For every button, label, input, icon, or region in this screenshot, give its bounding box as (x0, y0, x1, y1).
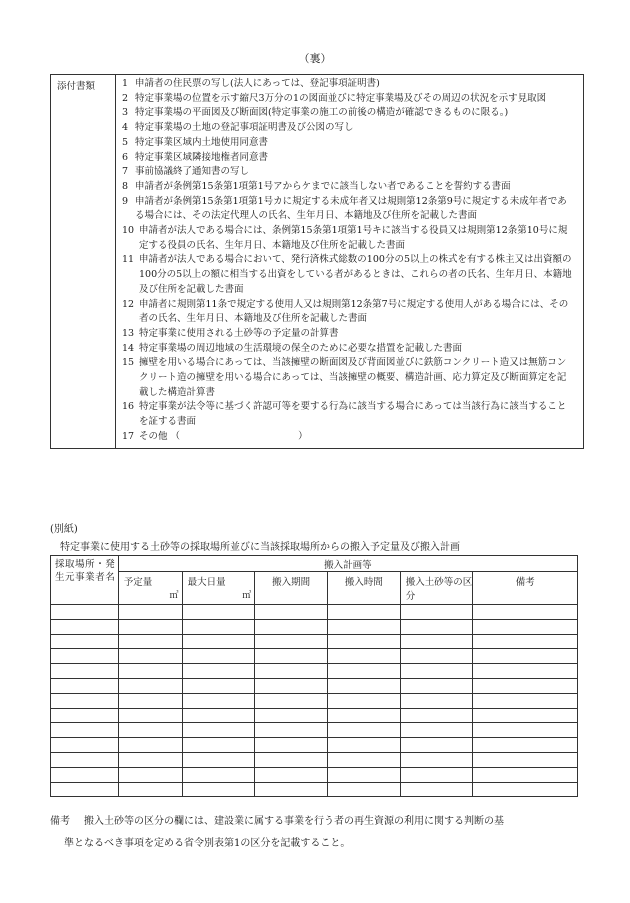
plan-cell[interactable] (400, 619, 473, 634)
attachment-list (116, 75, 584, 449)
plan-cell[interactable] (255, 738, 328, 753)
remark-text-cont: 準となるべき事項を定める省令別表第1の区分を記載すること。 (64, 838, 351, 849)
plan-cell[interactable] (255, 678, 328, 693)
plan-row (51, 678, 578, 693)
plan-cell[interactable] (51, 723, 119, 738)
plan-cell[interactable] (182, 619, 255, 634)
plan-cell[interactable] (182, 708, 255, 723)
plan-row (51, 752, 578, 767)
plan-cell[interactable] (118, 634, 182, 649)
plan-cell[interactable] (327, 693, 400, 708)
plan-row (51, 708, 578, 723)
plan-cell[interactable] (255, 693, 328, 708)
plan-cell[interactable] (327, 738, 400, 753)
col-max-daily: 最大日量 ㎥ (182, 572, 255, 605)
plan-cell[interactable] (51, 619, 119, 634)
plan-cell[interactable] (51, 678, 119, 693)
plan-cell[interactable] (473, 767, 578, 782)
plan-cell[interactable] (182, 678, 255, 693)
plan-cell[interactable] (51, 782, 119, 797)
plan-cell[interactable] (400, 664, 473, 679)
plan-cell[interactable] (118, 708, 182, 723)
plan-cell[interactable] (400, 738, 473, 753)
plan-cell[interactable] (182, 649, 255, 664)
plan-cell[interactable] (327, 664, 400, 679)
plan-cell[interactable] (51, 738, 119, 753)
plan-cell[interactable] (51, 767, 119, 782)
plan-cell[interactable] (327, 723, 400, 738)
plan-cell[interactable] (473, 693, 578, 708)
plan-cell[interactable] (473, 752, 578, 767)
source-header: 採取場所・発生元事業者名 (51, 556, 119, 605)
attachment-item-other: 17 その他 （ ） (122, 430, 308, 442)
plan-cell[interactable] (255, 619, 328, 634)
col-period: 搬入期間 (255, 572, 328, 605)
attachment-item: 13 特定事業に使用される土砂等の予定量の計算書 (122, 327, 339, 339)
plan-cell[interactable] (118, 693, 182, 708)
plan-cell[interactable] (473, 649, 578, 664)
plan-cell[interactable] (473, 664, 578, 679)
plan-cell[interactable] (182, 693, 255, 708)
plan-cell[interactable] (182, 782, 255, 797)
plan-cell[interactable] (255, 752, 328, 767)
plan-cell[interactable] (118, 649, 182, 664)
attachment-item: 10 申請者が法人である場合には、条例第15条第1項第1号キに該当する役員又は規則第12条第10号に規定する役員の氏名、生年月日、本籍地及び住所を記載した書面 (122, 225, 568, 251)
attachment-item: 14 特定事業場の周辺地域の生活環境の保全のために必要な措置を記載した書面 (122, 342, 463, 354)
plan-cell[interactable] (327, 678, 400, 693)
attachment-item: 15 擁壁を用いる場合にあっては、当該擁壁の断面図及び背面図並びに鉄筋コンクリート造又は無筋コンクリート造の擁壁を用いる場合にあっては、当該擁壁の概要、構造計画、応力算定及び断面算定を記載した構造計算書 (122, 357, 567, 398)
plan-row (51, 767, 578, 782)
plan-row (51, 649, 578, 664)
remark-text: 搬入土砂等の区分の欄には、建設業に属する事業を行う者の再生資源の利用に関する判断の基 (84, 816, 504, 827)
plan-cell[interactable] (182, 752, 255, 767)
plan-cell[interactable] (51, 708, 119, 723)
plan-cell[interactable] (182, 634, 255, 649)
plan-cell[interactable] (51, 605, 119, 620)
attachment-item: 7 事前協議終了通知書の写し (122, 166, 250, 178)
annex-label: (別紙) (50, 524, 78, 535)
plan-cell[interactable] (400, 678, 473, 693)
annex-title: 特定事業に使用する土砂等の採取場所並びに当該採取場所からの搬入予定量及び搬入計画 (60, 542, 460, 553)
plan-cell[interactable] (473, 738, 578, 753)
attachment-item: 9 申請者が条例第15条第1項第1号カに規定する未成年者又は規則第12条第9号に規定する未成年者である場合には、その法定代理人の氏名、生年月日、本籍地及び住所を記載した書面 (122, 195, 567, 222)
attachment-item: 16 特定事業が法令等に基づく許認可等を要する行為に該当する場合にあっては当該行為に該当することを証する書面 (122, 401, 567, 428)
plan-cell[interactable] (473, 619, 578, 634)
plan-cell[interactable] (118, 723, 182, 738)
attachment-label: 添付書類 (51, 75, 116, 449)
plan-cell[interactable] (400, 767, 473, 782)
plan-row (51, 723, 578, 738)
plan-cell[interactable] (118, 619, 182, 634)
plan-cell[interactable] (118, 738, 182, 753)
col-remarks: 備考 (473, 572, 578, 605)
plan-cell[interactable] (400, 693, 473, 708)
plan-cell[interactable] (473, 708, 578, 723)
attachment-item: 2 特定事業場の位置を示す縮尺3万分の1の図面並びに特定事業場及びその周辺の状況を示す見取図 (122, 92, 547, 104)
plan-row (51, 619, 578, 634)
col-time: 搬入時間 (327, 572, 400, 605)
plan-row (51, 693, 578, 708)
plan-cell[interactable] (473, 634, 578, 649)
plan-cell[interactable] (473, 723, 578, 738)
plan-cell[interactable] (118, 767, 182, 782)
plan-row (51, 605, 578, 620)
plan-cell[interactable] (182, 738, 255, 753)
plan-row (51, 664, 578, 679)
attachment-item: 8 申請者が条例第15条第1項第1号アからケまでに該当しない者であることを誓約する書面 (122, 180, 511, 192)
plan-cell[interactable] (400, 605, 473, 620)
attachment-item: 1 申請者の住民票の写し(法人にあっては、登記事項証明書) (122, 78, 380, 89)
plan-cell[interactable] (327, 649, 400, 664)
plan-cell[interactable] (327, 634, 400, 649)
plan-cell[interactable] (182, 605, 255, 620)
plan-group-header: 搬入計画等 (118, 556, 577, 572)
attachment-item: 6 特定事業区域隣接地権者同意書 (122, 151, 269, 163)
page-heading: （裏） (298, 52, 332, 65)
attachment-item: 4 特定事業場の土地の登記事項証明書及び公図の写し (122, 122, 354, 134)
plan-cell[interactable] (255, 708, 328, 723)
plan-cell[interactable] (255, 767, 328, 782)
plan-cell[interactable] (473, 678, 578, 693)
plan-cell[interactable] (182, 664, 255, 679)
plan-cell[interactable] (255, 605, 328, 620)
plan-cell[interactable] (182, 723, 255, 738)
plan-cell[interactable] (400, 708, 473, 723)
plan-cell[interactable] (327, 752, 400, 767)
plan-cell[interactable] (255, 723, 328, 738)
plan-cell[interactable] (400, 649, 473, 664)
plan-cell[interactable] (327, 767, 400, 782)
remark-label: 備考 (50, 816, 70, 827)
plan-cell[interactable] (51, 752, 119, 767)
plan-cell[interactable] (400, 634, 473, 649)
plan-row (51, 634, 578, 649)
col-soil-category: 搬入土砂等の区分 (400, 572, 473, 605)
remark (50, 811, 590, 855)
plan-cell[interactable] (327, 708, 400, 723)
plan-cell[interactable] (51, 649, 119, 664)
plan-cell[interactable] (118, 664, 182, 679)
plan-cell[interactable] (118, 605, 182, 620)
plan-row (51, 782, 578, 797)
plan-cell[interactable] (473, 605, 578, 620)
plan-cell[interactable] (255, 649, 328, 664)
plan-cell[interactable] (118, 678, 182, 693)
attachment-item: 3 特定事業場の平面図及び断面図(特定事業の施工の前後の構造が確認できるものに限る。) (122, 107, 509, 119)
plan-body (51, 605, 578, 797)
plan-cell[interactable] (255, 634, 328, 649)
plan-cell[interactable] (400, 782, 473, 797)
plan-cell[interactable] (118, 752, 182, 767)
attachment-item: 5 特定事業区域内土地使用同意書 (122, 136, 269, 148)
plan-cell[interactable] (51, 634, 119, 649)
plan-cell[interactable] (255, 782, 328, 797)
plan-cell[interactable] (400, 723, 473, 738)
plan-table (50, 555, 578, 797)
plan-cell[interactable] (51, 693, 119, 708)
plan-cell[interactable] (473, 782, 578, 797)
plan-cell[interactable] (327, 782, 400, 797)
attachment-item: 11 申請者が法人である場合において、発行済株式総数の100分の5以上の株式を有する株主又は出資額の100分の5以上の額に相当する出資をしている者があるときは、これらの者の氏名、生年月日、本籍地及び住所を記載した書面 (122, 254, 572, 295)
col-planned-amount: 予定量 ㎥ (118, 572, 182, 605)
plan-cell[interactable] (400, 752, 473, 767)
plan-cell[interactable] (118, 782, 182, 797)
plan-cell[interactable] (327, 619, 400, 634)
plan-cell[interactable] (327, 605, 400, 620)
plan-cell[interactable] (255, 664, 328, 679)
plan-row (51, 738, 578, 753)
plan-cell[interactable] (182, 767, 255, 782)
attachment-item: 12 申請者に規則第11条で規定する使用人又は規則第12条第7号に規定する使用人がある場合には、その者の氏名、生年月日、本籍地及び住所を記載した書面 (122, 298, 569, 325)
plan-cell[interactable] (51, 664, 119, 679)
attachment-table (50, 74, 584, 449)
